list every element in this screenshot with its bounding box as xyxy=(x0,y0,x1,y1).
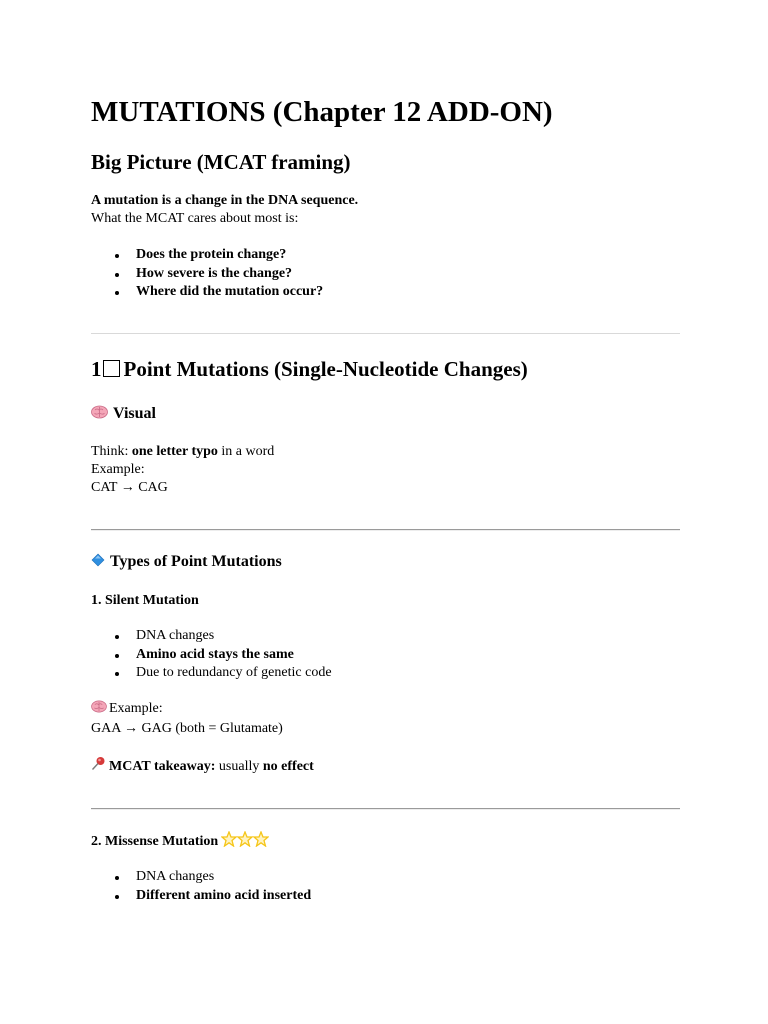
visual-heading xyxy=(91,404,156,425)
big-picture-heading: Big Picture (MCAT framing) xyxy=(91,150,351,174)
takeaway-label: MCAT takeaway: xyxy=(109,759,216,774)
silent-heading: 1. Silent Mutation xyxy=(91,593,199,608)
example-label: Example: xyxy=(91,462,145,477)
missense-heading xyxy=(91,831,269,853)
brain-icon xyxy=(91,700,107,719)
blue-diamond-icon xyxy=(91,553,105,573)
square-box-icon xyxy=(103,360,120,377)
example-value: CAT → CAG xyxy=(91,480,168,495)
list-item: Different amino acid inserted xyxy=(91,887,311,906)
missense-heading-text: 2. Missense Mutation xyxy=(91,834,219,849)
list-item: How severe is the change? xyxy=(91,265,323,284)
takeaway-mid: usually xyxy=(215,759,263,774)
list-item: DNA changes xyxy=(91,868,311,887)
list-item: Due to redundancy of genetic code xyxy=(91,664,332,683)
list-item: Amino acid stays the same xyxy=(91,646,332,665)
silent-example-value: GAA → GAG (both = Glutamate) xyxy=(91,721,283,736)
silent-list xyxy=(91,627,332,683)
section1-heading xyxy=(91,356,528,382)
types-heading-text: Types of Point Mutations xyxy=(110,553,282,570)
star-icon xyxy=(222,832,236,846)
pushpin-icon xyxy=(91,756,106,777)
big-picture-list xyxy=(91,246,323,302)
think-suffix: in a word xyxy=(217,444,275,459)
section-divider xyxy=(91,333,680,334)
takeaway-bold: no effect xyxy=(262,759,314,774)
star-icon xyxy=(238,832,252,846)
mcat-cares-text: What the MCAT cares about most is: xyxy=(91,211,299,226)
list-item: DNA changes xyxy=(91,627,332,646)
brain-icon xyxy=(91,405,108,425)
page-title: MUTATIONS (Chapter 12 ADD-ON) xyxy=(91,96,553,128)
think-bold: one letter typo xyxy=(131,444,218,459)
section1-number: 1 xyxy=(91,357,102,381)
types-heading xyxy=(91,552,282,573)
section-divider xyxy=(91,808,680,810)
think-line xyxy=(91,443,274,461)
think-prefix: Think: xyxy=(91,444,132,459)
silent-example xyxy=(91,700,283,738)
missense-list xyxy=(91,868,311,905)
rating-stars xyxy=(221,831,269,853)
list-item: Where did the mutation occur? xyxy=(91,283,323,302)
visual-content xyxy=(91,443,274,497)
silent-example-label-line xyxy=(91,700,283,718)
mutation-definition: A mutation is a change in the DNA sequence. xyxy=(91,193,359,208)
silent-example-label: Example: xyxy=(109,701,163,716)
star-icon xyxy=(254,832,268,846)
silent-takeaway xyxy=(91,756,314,777)
visual-heading-text: Visual xyxy=(113,405,156,422)
section-divider xyxy=(91,529,680,531)
list-item: Does the protein change? xyxy=(91,246,323,265)
section1-title: Point Mutations (Single-Nucleotide Changes) xyxy=(123,357,528,381)
big-picture-intro xyxy=(91,192,358,228)
